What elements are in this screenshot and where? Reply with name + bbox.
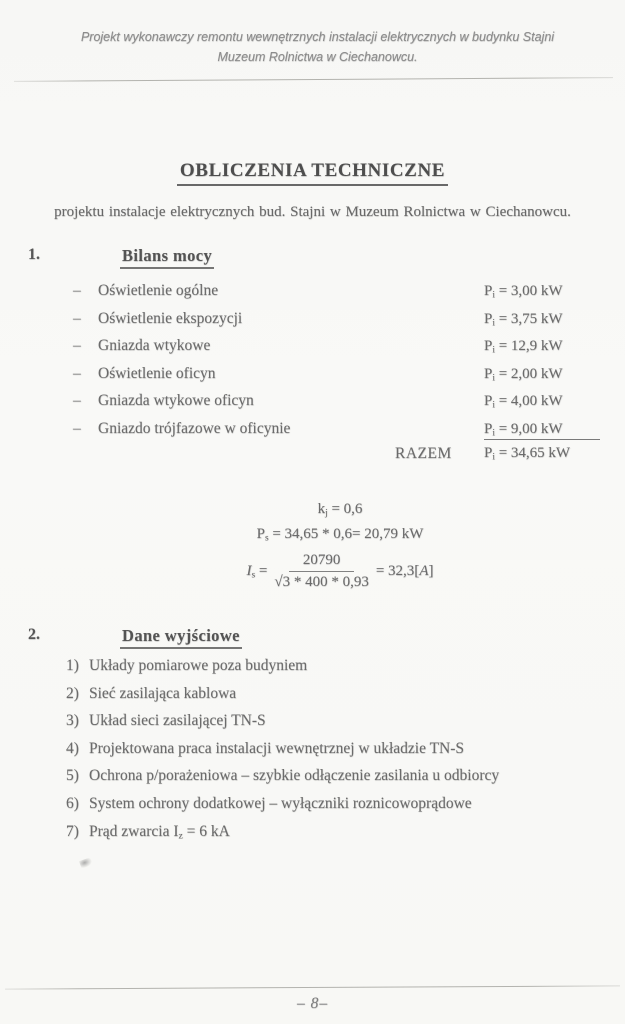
power-item-label: Gniazdo trójfazowe w oficynie <box>98 419 291 437</box>
power-item-label: Gniazda wtykowe <box>98 337 211 355</box>
dash-bullet: – <box>73 337 81 355</box>
document-header <box>40 27 595 67</box>
item-number: 7) <box>66 822 79 840</box>
formula-is-symbol: $I_s$ = <box>246 563 268 581</box>
page-subtitle: projektu instalacje elektrycznych bud. Stajni w Muzeum Rolnictwa w Ciechanowcu. <box>54 204 571 220</box>
dash-bullet: – <box>73 364 81 382</box>
item-number: 4) <box>66 739 79 757</box>
power-item-label: Oświetlenie ogólne <box>98 282 219 299</box>
list-item <box>66 795 586 823</box>
ink-smudge-artifact <box>79 857 93 869</box>
formula-kj: $k_j = 0,6$ <box>317 501 363 519</box>
dash-bullet: – <box>73 419 81 437</box>
power-row <box>73 282 600 310</box>
power-item-label: Oświetlenie oficyn <box>98 364 216 382</box>
formula-is <box>0 552 625 591</box>
power-row <box>73 420 600 448</box>
list-item <box>66 685 586 713</box>
item-text: Sieć zasilająca kablowa <box>89 684 237 702</box>
list-item <box>66 740 586 768</box>
header-line-2: Muzeum Rolnictwa w Ciechanowcu. <box>217 50 418 64</box>
fraction <box>274 552 368 591</box>
power-item-value: $P_i = 2,00$ kW <box>484 365 563 384</box>
page-title: OBLICZENIA TECHNICZNE <box>177 160 448 186</box>
total-label: RAZEM <box>395 445 452 462</box>
list-item <box>66 767 586 795</box>
item-number: 6) <box>66 794 79 812</box>
section-2-heading: Dane wyjściowe <box>120 626 242 649</box>
output-data-list <box>66 657 586 850</box>
power-item-value: $P_i = 3,00$ kW <box>484 283 563 301</box>
item-text: Układ sieci zasilającej TN-S <box>89 712 266 730</box>
fraction-denominator: √3 * 400 * 0,93 <box>274 574 369 590</box>
section-1-number: 1. <box>28 246 40 263</box>
item-number: 5) <box>66 767 79 785</box>
item-text: Projektowana praca instalacji wewnętrznej w układzie TN-S <box>89 739 465 757</box>
power-row <box>73 365 600 393</box>
power-item-value: $P_i = 3,75$ kW <box>484 310 563 328</box>
power-item-value-underlined: $P_i = 9,00$ kW <box>484 421 600 440</box>
power-item-label: Gniazda wtykowe oficyn <box>98 392 254 410</box>
top-divider-rule <box>14 77 613 82</box>
header-line-1: Projekt wykonawczy remontu wewnętrznych instalacji elektrycznych w budynku Stajni <box>80 30 555 44</box>
section-2-number: 2. <box>28 626 40 643</box>
item-text: Układy pomiarowe poza budyniem <box>89 657 308 674</box>
power-balance-list <box>73 282 600 448</box>
power-row <box>73 392 600 420</box>
item-text: Prąd zwarcia $I_z = 6$ kA <box>89 822 230 841</box>
page-number: – 8– <box>296 995 329 1012</box>
power-row <box>73 310 600 338</box>
power-item-label: Oświetlenie ekspozycji <box>98 309 243 327</box>
total-value: $P_i = 34,65$ kW <box>484 445 571 463</box>
power-item-value: $P_i = 4,00$ kW <box>484 393 563 411</box>
title-wrap <box>0 160 625 186</box>
bottom-divider-rule <box>5 985 620 989</box>
section-1-heading: Bilans mocy <box>120 246 214 269</box>
list-item <box>66 657 586 685</box>
dash-bullet: – <box>73 392 81 410</box>
formula-ps: $P_s = 34,65 * 0,6= 20,79$ kW <box>256 526 424 544</box>
fraction-numerator: 20790 <box>289 552 355 572</box>
list-item <box>66 712 586 740</box>
item-text: System ochrony dodatkowej – wyłączniki roznicowoprądowe <box>89 794 472 812</box>
item-number: 1) <box>66 657 79 674</box>
dash-bullet: – <box>73 282 81 299</box>
item-number: 2) <box>66 684 79 702</box>
formula-is-result: = 32,3[A] <box>375 563 434 579</box>
item-number: 3) <box>66 712 79 730</box>
power-row <box>73 337 600 365</box>
list-item <box>66 823 586 851</box>
dash-bullet: – <box>73 309 81 327</box>
item-text: Ochrona p/porażeniowa – szybkie odłączenie zasilania u odbiorcy <box>89 767 500 785</box>
power-item-value: $P_i = 12,9$ kW <box>484 338 563 356</box>
